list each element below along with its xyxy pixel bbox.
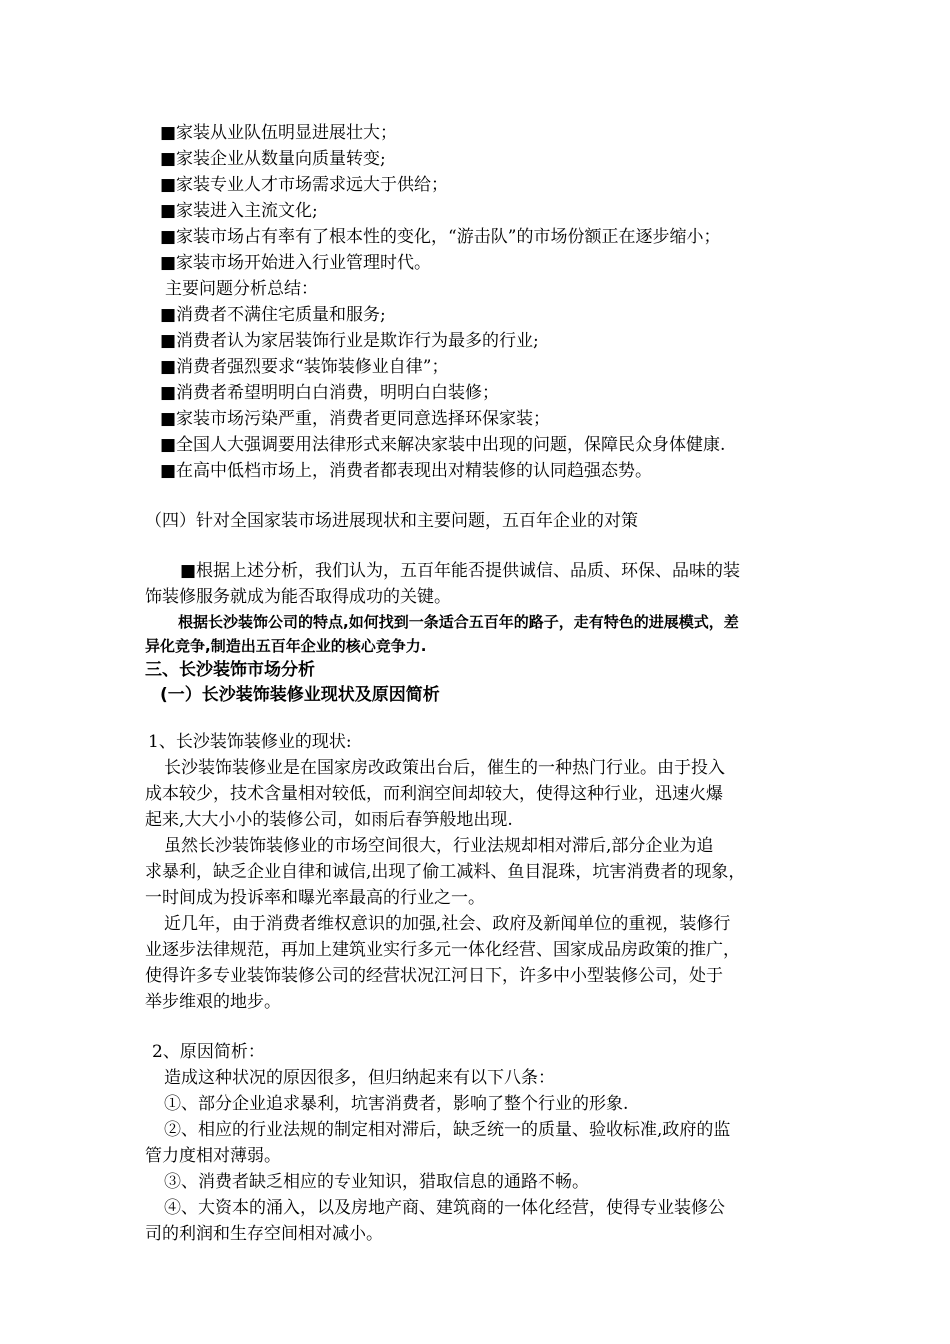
status-paragraph-line: 求暴利，缺乏企业自律和诚信,出现了偷工减料、鱼目混珠，坑害消费者的现象， (145, 862, 746, 882)
status-paragraph-line: 长沙装饰装修业是在国家房改政策出台后，催生的一种热门行业。由于投入 (164, 758, 725, 778)
section4-title: （四）针对全国家装市场进展现状和主要问题，五百年企业的对策 (145, 511, 638, 531)
section4-bold-line: 根据长沙装饰公司的特点,如何找到一条适合五百年的路子，走有特色的进展模式，差 (178, 613, 739, 631)
section4-paragraph-line: 饰装修服务就成为能否取得成功的关键。 (145, 587, 451, 607)
reason-item: ④、大资本的涌入，以及房地产商、建筑商的一体化经营，使得专业装修公 (164, 1198, 725, 1218)
problem-item: ■消费者希望明明白白消费，明明白白装修； (160, 383, 500, 403)
trend-item: ■家装专业人才市场需求远大于供给； (160, 175, 449, 195)
status-paragraph-line: 虽然长沙装饰装修业的市场空间很大，行业法规却相对滞后,部分企业为追 (164, 836, 714, 856)
reason-item-continuation: 司的利润和生存空间相对减小。 (145, 1224, 383, 1244)
reason-item-continuation: 管力度相对薄弱。 (145, 1146, 281, 1166)
status-title: 1、长沙装饰装修业的现状: (148, 732, 352, 752)
reasons-title: 2、原因简析： (152, 1042, 265, 1062)
trend-item: ■家装进入主流文化; (160, 201, 318, 221)
trend-item: ■家装从业队伍明显进展壮大； (160, 123, 398, 143)
problem-item: ■全国人大强调要用法律形式来解决家装中出现的问题，保障民众身体健康. (160, 435, 726, 455)
problem-item: ■消费者不满住宅质量和服务; (160, 305, 386, 325)
status-paragraph-line: 举步维艰的地步。 (145, 992, 281, 1012)
status-paragraph-line: 一时间成为投诉率和曝光率最高的行业之一。 (145, 888, 485, 908)
section4-paragraph-line: ■根据上述分析，我们认为，五百年能否提供诚信、品质、环保、品味的装 (180, 561, 741, 581)
trend-item: ■家装市场开始进入行业管理时代。 (160, 253, 432, 273)
status-paragraph-line: 起来,大大小小的装修公司，如雨后春笋般地出现. (145, 810, 513, 830)
section3-title: 三、长沙装饰市场分析 (145, 660, 315, 680)
status-paragraph-line: 成本较少，技术含量相对较低，而利润空间却较大，使得这种行业，迅速火爆 (145, 784, 723, 804)
reason-item: ①、部分企业追求暴利，坑害消费者，影响了整个行业的形象. (164, 1094, 629, 1114)
status-paragraph-line: 近几年，由于消费者维权意识的加强,社会、政府及新闻单位的重视，装修行 (164, 914, 731, 934)
problem-item: ■家装市场污染严重，消费者更同意选择环保家装； (160, 409, 551, 429)
status-paragraph-line: 业逐步法律规范，再加上建筑业实行多元一体化经营、国家成品房政策的推广， (145, 940, 740, 960)
trend-item: ■家装市场占有率有了根本性的变化，“游击队”的市场份额正在逐步缩小； (160, 227, 721, 247)
section3-1-title: (一）长沙装饰装修业现状及原因简析 (160, 685, 440, 705)
reasons-intro: 造成这种状况的原因很多，但归纳起来有以下八条： (164, 1068, 555, 1088)
problems-title: 主要问题分析总结： (165, 279, 318, 299)
reason-item: ②、相应的行业法规的制定相对滞后，缺乏统一的质量、验收标准,政府的监 (164, 1120, 731, 1140)
problem-item: ■在高中低档市场上，消费者都表现出对精装修的认同趋强态势。 (160, 461, 653, 481)
status-paragraph-line: 使得许多专业装饰装修公司的经营状况江河日下，许多中小型装修公司，处于 (145, 966, 723, 986)
problem-item: ■消费者认为家居装饰行业是欺诈行为最多的行业; (160, 331, 539, 351)
section4-bold-line: 异化竞争,制造出五百年企业的核心竞争力. (145, 637, 427, 655)
reason-item: ③、消费者缺乏相应的专业知识，猎取信息的通路不畅。 (164, 1172, 589, 1192)
trend-item: ■家装企业从数量向质量转变; (160, 149, 386, 169)
problem-item: ■消费者强烈要求“装饰装修业自律”； (160, 357, 449, 377)
